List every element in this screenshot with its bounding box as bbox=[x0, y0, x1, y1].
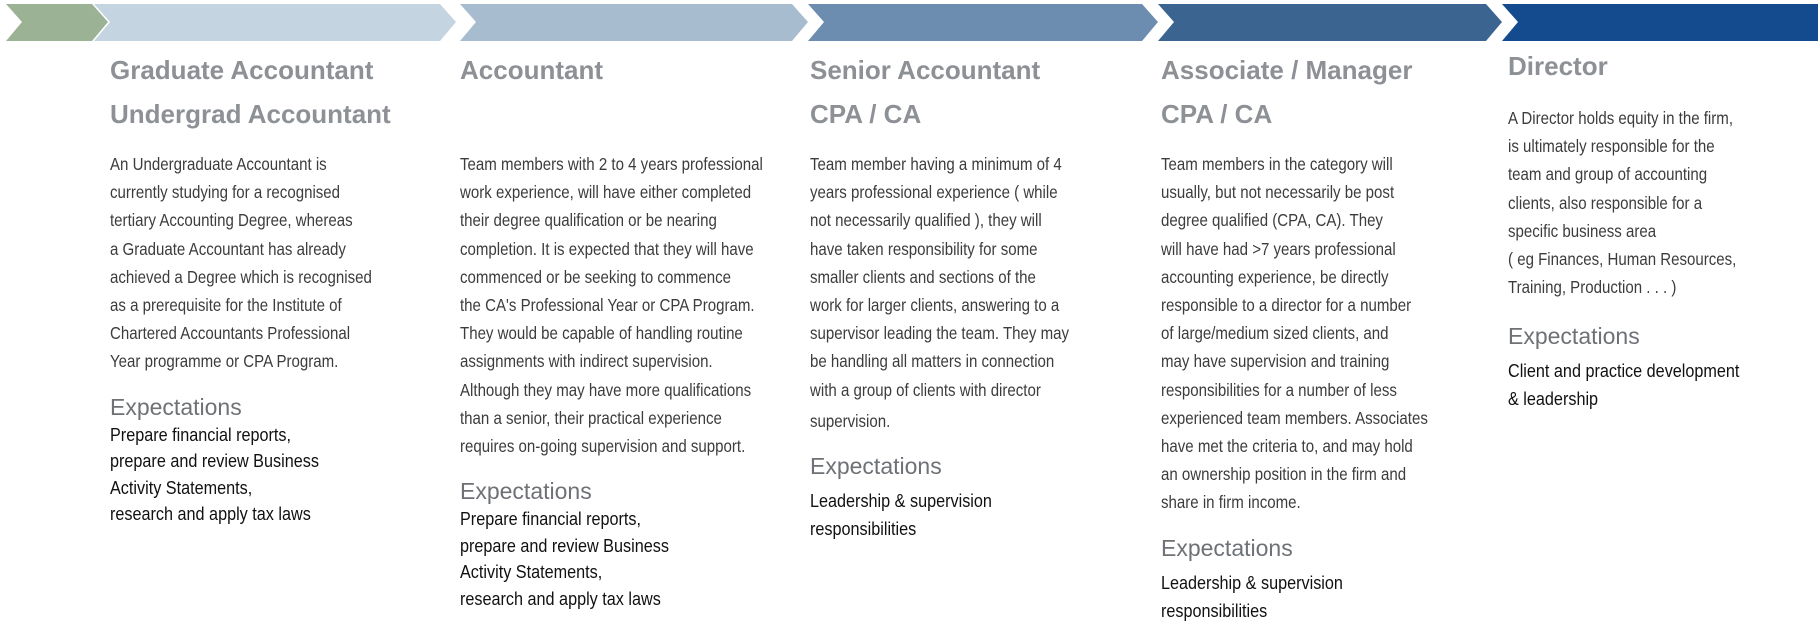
description-line: assignments with indirect supervision. bbox=[460, 351, 713, 372]
description-line: Although they may have more qualifications bbox=[460, 379, 752, 400]
description-line: ( eg Finances, Human Resources, bbox=[1508, 249, 1737, 270]
description-line: Team members in the category will bbox=[1161, 154, 1393, 174]
arrow-stage-5 bbox=[1502, 4, 1818, 41]
description-line: the CA's Professional Year or CPA Program. bbox=[460, 295, 755, 316]
description-line: than a senior, their practical experience bbox=[460, 407, 722, 428]
description-line: usually, but not necessarily be post bbox=[1161, 182, 1395, 203]
expectation-line: Leadership & supervision bbox=[810, 491, 992, 512]
expectation-line: Activity Statements, bbox=[110, 477, 253, 498]
stage-column-associate-manager bbox=[1161, 48, 1471, 625]
description-line: a Graduate Accountant has already bbox=[110, 238, 346, 259]
description-line: may have supervision and training bbox=[1161, 351, 1390, 372]
description-line: not necessarily qualified ), they will bbox=[810, 210, 1042, 231]
stage-title bbox=[1161, 48, 1471, 136]
description-line: Chartered Accountants Professional bbox=[110, 323, 351, 344]
description-line: experienced team members. Associates bbox=[1161, 407, 1428, 428]
expectation-line: Prepare financial reports, bbox=[110, 424, 291, 445]
expectation-line: prepare and review Business bbox=[110, 451, 319, 472]
stage-description bbox=[1508, 104, 1736, 301]
expectations-list bbox=[1508, 357, 1747, 413]
stage-description bbox=[110, 150, 372, 376]
description-line: have taken responsibility for some bbox=[810, 238, 1038, 259]
description-line: tertiary Accounting Degree, whereas bbox=[110, 210, 353, 231]
stage-title bbox=[1508, 44, 1774, 96]
description-line: responsible to a director for a number bbox=[1161, 295, 1412, 316]
description-line: degree qualified (CPA, CA). They bbox=[1161, 210, 1383, 231]
stage-title bbox=[110, 48, 414, 136]
description-line: their degree qualification or be nearing bbox=[460, 210, 717, 231]
stage-title-line: Associate / Manager bbox=[1161, 55, 1413, 85]
description-line: responsibilities for a number of less bbox=[1161, 379, 1397, 400]
description-line: achieved a Degree which is recognised bbox=[110, 266, 372, 287]
description-line: with a group of clients with director bbox=[810, 379, 1041, 400]
description-line: of large/medium sized clients, and bbox=[1161, 323, 1389, 344]
stage-description bbox=[460, 150, 763, 460]
description-line: accounting experience, be directly bbox=[1161, 266, 1389, 287]
arrow-stage-2 bbox=[460, 4, 808, 41]
description-line: supervision. bbox=[810, 410, 891, 431]
description-line: will have had >7 years professional bbox=[1161, 238, 1396, 259]
arrow-stage-4 bbox=[1158, 4, 1502, 41]
description-line: have met the criteria to, and may hold bbox=[1161, 436, 1413, 457]
expectations-heading: Expectations bbox=[460, 478, 592, 505]
stage-title-line: CPA / CA bbox=[810, 99, 922, 129]
description-line: an ownership position in the firm and bbox=[1161, 464, 1407, 485]
expectations-list bbox=[1161, 569, 1440, 625]
description-line: team and group of accounting bbox=[1508, 164, 1708, 185]
description-line: currently studying for a recognised bbox=[110, 182, 341, 203]
description-line: work for larger clients, answering to a bbox=[810, 295, 1060, 316]
expectation-line: & leadership bbox=[1508, 389, 1599, 410]
stage-title-line: Accountant bbox=[460, 55, 603, 85]
description-line: Year programme or CPA Program. bbox=[110, 351, 339, 372]
expectation-line: responsibilities bbox=[1161, 600, 1268, 621]
description-line: commenced or be seeking to commence bbox=[460, 266, 732, 287]
stage-column-director bbox=[1508, 44, 1774, 413]
expectations-heading: Expectations bbox=[1161, 534, 1293, 561]
career-progression-arrows bbox=[0, 0, 1818, 48]
stage-description bbox=[1161, 150, 1428, 517]
description-line: They would be capable of handling routine bbox=[460, 323, 743, 344]
description-line: Team members with 2 to 4 years professional bbox=[460, 154, 763, 174]
description-line: completion. It is expected that they will have bbox=[460, 238, 754, 259]
expectations-heading: Expectations bbox=[1508, 323, 1640, 350]
description-line: share in firm income. bbox=[1161, 492, 1301, 513]
stage-description bbox=[810, 150, 1069, 435]
description-line: clients, also responsible for a bbox=[1508, 192, 1703, 213]
description-line: requires on-going supervision and support. bbox=[460, 436, 746, 457]
stage-title bbox=[460, 48, 812, 136]
stage-column-senior-accountant bbox=[810, 48, 1111, 543]
description-line: Team member having a minimum of 4 bbox=[810, 154, 1062, 174]
expectation-line: Activity Statements, bbox=[460, 562, 603, 583]
stage-title-line: Undergrad Accountant bbox=[110, 99, 391, 129]
expectation-line: Leadership & supervision bbox=[1161, 572, 1343, 593]
expectations-list bbox=[460, 506, 777, 612]
description-line: specific business area bbox=[1508, 220, 1657, 241]
arrow-stage-3 bbox=[808, 4, 1158, 41]
arrow-stage-1 bbox=[94, 4, 456, 41]
arrow-stage-0 bbox=[6, 4, 108, 41]
description-line: years professional experience ( while bbox=[810, 182, 1058, 203]
description-line: Training, Production . . . ) bbox=[1508, 277, 1677, 298]
expectation-line: Prepare financial reports, bbox=[460, 509, 641, 530]
description-line: smaller clients and sections of the bbox=[810, 266, 1036, 287]
description-line: work experience, will have either completed bbox=[460, 182, 752, 203]
description-line: supervisor leading the team. They may bbox=[810, 323, 1070, 344]
stage-title-line: Senior Accountant bbox=[810, 55, 1041, 85]
expectation-line: Client and practice development bbox=[1508, 361, 1740, 382]
expectations-heading: Expectations bbox=[110, 393, 242, 420]
stage-column-accountant bbox=[460, 48, 812, 612]
description-line: is ultimately responsible for the bbox=[1508, 136, 1715, 157]
description-line: as a prerequisite for the Institute of bbox=[110, 295, 342, 316]
stage-title bbox=[810, 48, 1111, 136]
stage-column-graduate bbox=[110, 48, 414, 528]
expectations-heading: Expectations bbox=[810, 453, 942, 480]
expectation-line: research and apply tax laws bbox=[110, 504, 311, 525]
description-line: be handling all matters in connection bbox=[810, 351, 1055, 372]
description-line: An Undergraduate Accountant is bbox=[110, 154, 327, 174]
expectation-line: responsibilities bbox=[810, 519, 917, 540]
stage-title-line: Graduate Accountant bbox=[110, 55, 374, 85]
stage-title-line: CPA / CA bbox=[1161, 99, 1273, 129]
expectations-list bbox=[810, 487, 1081, 543]
expectation-line: prepare and review Business bbox=[460, 535, 669, 556]
expectation-line: research and apply tax laws bbox=[460, 588, 661, 609]
stage-title-line: Director bbox=[1508, 51, 1608, 81]
description-line: A Director holds equity in the firm, bbox=[1508, 108, 1734, 128]
expectations-list bbox=[110, 422, 384, 528]
